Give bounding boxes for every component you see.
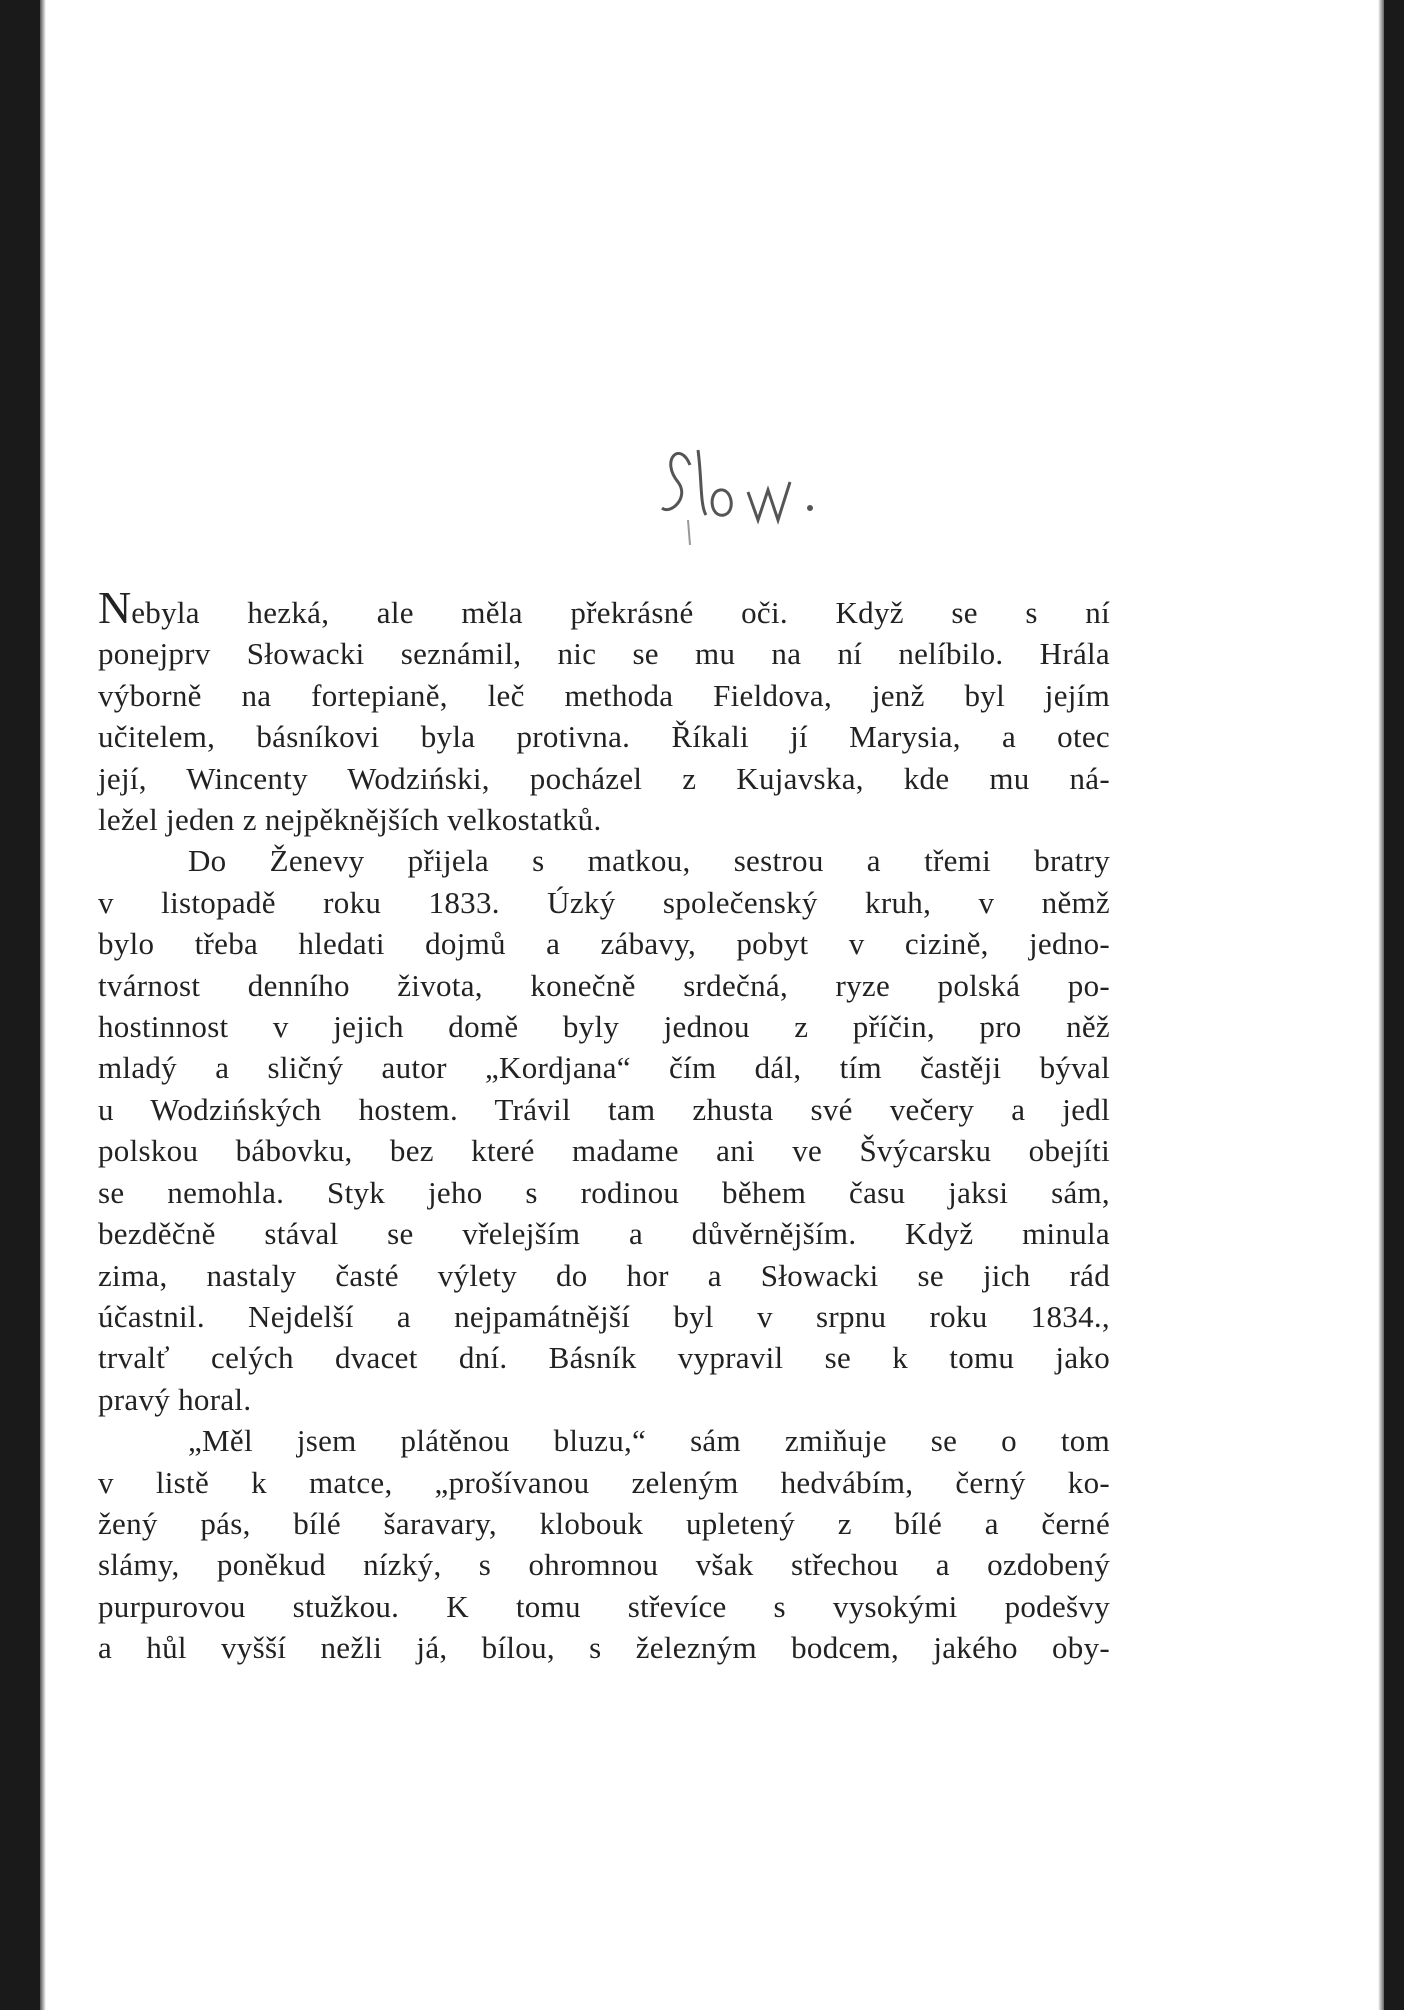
handwritten-signature (650, 420, 880, 560)
scan-border-left (0, 0, 40, 2010)
text-line: hostinnost v jejich domě byly jednou z příčin, pro něž (98, 1009, 1110, 1045)
text-line: její, Wincenty Wodziński, pocházel z Kujavska, kde mu ná- (98, 760, 1110, 796)
text-line: mladý a sličný autor „Kordjana“ čím dál, tím častěji býval (98, 1050, 1110, 1086)
text-line: žený pás, bílé šaravary, klobouk upletený z bílé a černé (98, 1505, 1110, 1541)
text-line: výborně na fortepianě, leč methoda Fieldova, jenž byl jejím (98, 677, 1110, 713)
text-line: bylo třeba hledati dojmů a zábavy, pobyt v cizině, jedno- (98, 926, 1110, 962)
text-line: Do Ženevy přijela s matkou, sestrou a třemi bratry (188, 843, 1110, 879)
text-line: ponejprv Słowacki seznámil, nic se mu na ní nelíbilo. Hrála (98, 636, 1110, 672)
text-line: „Měl jsem plátěnou bluzu,“ sám zmiňuje se o tom (188, 1423, 1110, 1459)
text-line: bezděčně stával se vřelejším a důvěrnějším. Když minula (98, 1216, 1110, 1252)
text-line: slámy, poněkud nízký, s ohromnou však střechou a ozdobený (98, 1547, 1110, 1583)
text-line: polskou bábovku, bez které madame ani ve Švýcarsku obejíti (98, 1133, 1110, 1169)
text-line: učitelem, básníkovi byla protivna. Říkali jí Marysia, a otec (98, 719, 1110, 755)
body-text (98, 582, 1110, 1669)
text-line: v listopadě roku 1833. Úzký společenský kruh, v němž (98, 884, 1110, 920)
scan-shadow-right (1378, 0, 1384, 2010)
text-line: zima, nastaly časté výlety do hor a Słowacki se jich rád (98, 1257, 1110, 1293)
text-line: pravý horal. (98, 1381, 252, 1417)
paragraph-2 (98, 840, 1110, 1420)
text-line: účastnil. Nejdelší a nejpamátnější byl v srpnu roku 1834., (98, 1298, 1110, 1334)
text-line: v listě k matce, „prošívanou zeleným hedvábím, černý ko- (98, 1464, 1110, 1500)
text-line: se nemohla. Styk jeho s rodinou během času jaksi sám, (98, 1174, 1110, 1210)
text-line: Nebyla hezká, ale měla překrásné oči. Když se s ní (98, 582, 1110, 633)
text-line: u Wodzińských hostem. Trávil tam zhusta své večery a jedl (98, 1091, 1110, 1127)
drop-cap: N (98, 582, 132, 633)
scan-shadow-left (40, 0, 46, 2010)
paragraph-3 (98, 1420, 1110, 1668)
paragraph-1 (98, 582, 1110, 840)
scan-border-right (1384, 0, 1404, 2010)
text-line: a hůl vyšší nežli já, bílou, s železným bodcem, jakého oby- (98, 1630, 1110, 1666)
text-line: trvalť celých dvacet dní. Básník vypravil se k tomu jako (98, 1340, 1110, 1376)
text-line: ležel jeden z nejpěknějších velkostatků. (98, 802, 602, 838)
text-line: purpurovou stužkou. K tomu střevíce s vysokými podešvy (98, 1588, 1110, 1624)
text-line: tvárnost denního života, konečně srdečná, ryze polská po- (98, 967, 1110, 1003)
